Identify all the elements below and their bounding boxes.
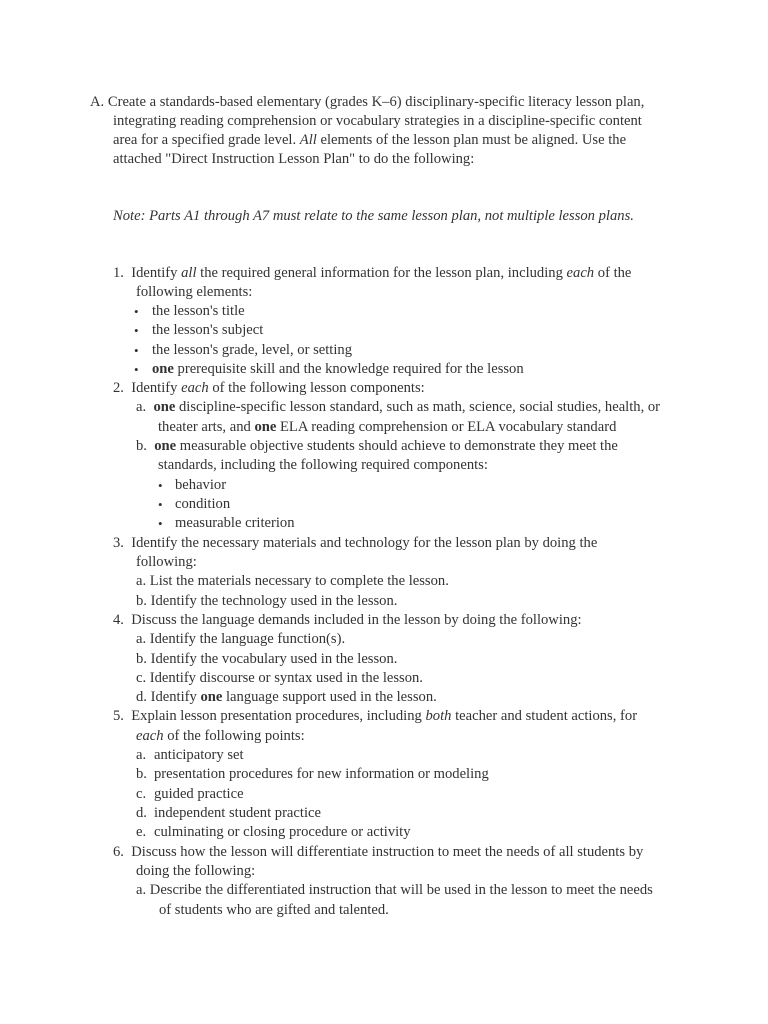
item-3-number: 3. xyxy=(113,535,124,551)
bullet-icon: • xyxy=(134,362,139,377)
item-3-line-2: following: xyxy=(136,554,197,570)
section-a-line-2: integrating reading comprehension or vocabulary strategies in a discipline-specific content xyxy=(113,113,642,129)
item-6-sub-a-line-1: a. Describe the differentiated instruction that will be used in the lesson to meet the needs xyxy=(136,882,653,898)
item-6-sub-a-line-2: of students who are gifted and talented. xyxy=(159,902,389,918)
bullet-icon: • xyxy=(134,304,139,319)
bullet-icon: • xyxy=(134,323,139,338)
item-2-b-bullet-1: behavior xyxy=(175,477,227,493)
item-2-sub-b-line-2: standards, including the following required components: xyxy=(158,457,488,473)
item-2-b-bullet-3: measurable criterion xyxy=(175,515,295,531)
item-6-line-2: doing the following: xyxy=(136,863,256,879)
item-5-sub-c: c. guided practice xyxy=(136,786,244,802)
bullet-icon: • xyxy=(134,343,139,358)
item-5-line-2: each of the following points: xyxy=(136,728,305,744)
bullet-icon: • xyxy=(158,497,163,512)
item-5-sub-d: d. independent student practice xyxy=(136,805,321,821)
bullet-icon: • xyxy=(158,516,163,531)
item-2-b-bullet-2: condition xyxy=(175,496,231,512)
item-6-number: 6. xyxy=(113,844,124,860)
item-2-number: 2. xyxy=(113,380,124,396)
section-a-line-4: attached "Direct Instruction Lesson Plan" to do the following: xyxy=(113,151,475,167)
note-text: Note: Parts A1 through A7 must relate to the same lesson plan, not multiple lesson plans. xyxy=(113,208,634,224)
item-1-bullet-1: the lesson's title xyxy=(152,303,245,319)
section-a-label: A. xyxy=(90,94,105,110)
item-4-sub-d: d. Identify one language support used in the lesson. xyxy=(136,689,437,705)
item-4-sub-c: c. Identify discourse or syntax used in the lesson. xyxy=(136,670,423,686)
item-4-sub-b: b. Identify the vocabulary used in the lesson. xyxy=(136,651,398,667)
item-6-line-1: 6. Discuss how the lesson will differentiate instruction to meet the needs of all students by xyxy=(113,844,644,860)
item-4-line-1: 4. Discuss the language demands included in the lesson by doing the following: xyxy=(113,612,582,628)
item-1-bullet-4: one prerequisite skill and the knowledge required for the lesson xyxy=(152,361,524,377)
bullet-icon: • xyxy=(158,478,163,493)
item-1-number: 1. xyxy=(113,265,124,281)
section-a-line-3: area for a specified grade level. All elements of the lesson plan must be aligned. Use the xyxy=(113,132,627,148)
item-2-sub-a-line-1: a. one discipline-specific lesson standard, such as math, science, social studies, health, or xyxy=(136,399,661,415)
item-3-line-1: 3. Identify the necessary materials and technology for the lesson plan by doing the xyxy=(113,535,598,551)
item-3-sub-a: a. List the materials necessary to complete the lesson. xyxy=(136,573,449,589)
item-1-line-2: following elements: xyxy=(136,284,253,300)
section-a-line-1: A. Create a standards-based elementary (grades K–6) disciplinary-specific literacy lesson plan, xyxy=(90,94,645,110)
item-4-sub-a: a. Identify the language function(s). xyxy=(136,631,346,647)
item-2-sub-a-line-2: theater arts, and one ELA reading comprehension or ELA vocabulary standard xyxy=(158,419,617,435)
item-1-bullet-3: the lesson's grade, level, or setting xyxy=(152,342,353,358)
item-1-line-1: 1. Identify all the required general information for the lesson plan, including each of the xyxy=(113,265,632,281)
item-4-number: 4. xyxy=(113,612,124,628)
item-1-bullet-2: the lesson's subject xyxy=(152,322,264,338)
item-5-line-1: 5. Explain lesson presentation procedures, including both teacher and student actions, for xyxy=(113,708,638,724)
item-5-sub-b: b. presentation procedures for new information or modeling xyxy=(136,766,489,782)
item-2-line-1: 2. Identify each of the following lesson components: xyxy=(113,380,425,396)
item-5-sub-a: a. anticipatory set xyxy=(136,747,244,763)
item-5-number: 5. xyxy=(113,708,124,724)
item-3-sub-b: b. Identify the technology used in the lesson. xyxy=(136,593,398,609)
item-5-sub-e: e. culminating or closing procedure or activity xyxy=(136,824,411,840)
item-2-sub-b-line-1: b. one measurable objective students should achieve to demonstrate they meet the xyxy=(136,438,618,454)
